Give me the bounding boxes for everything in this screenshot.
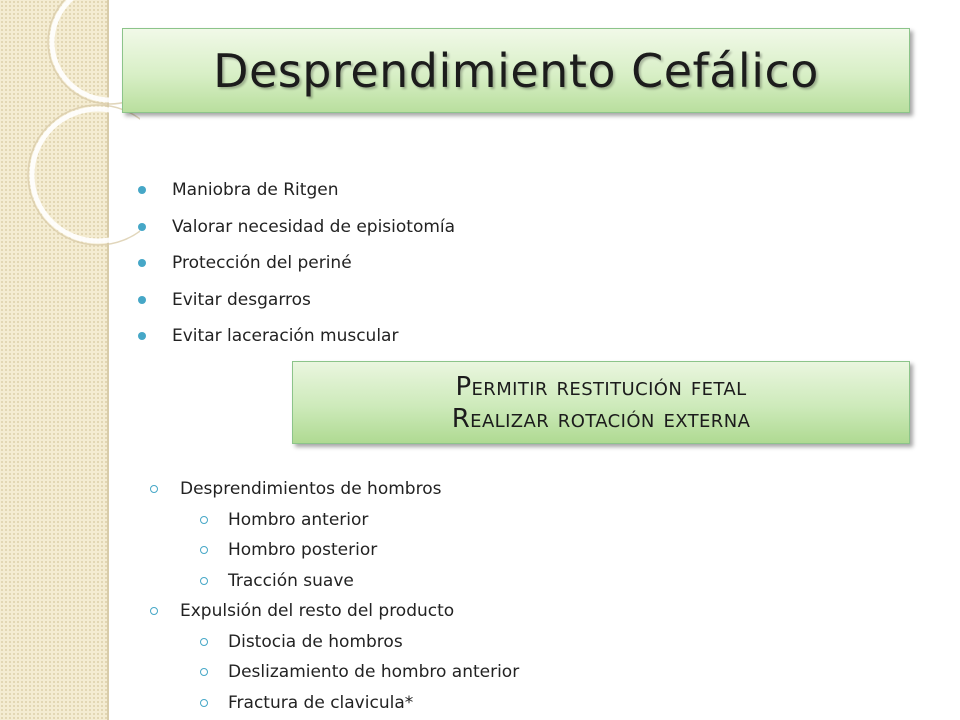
list-item: Maniobra de Ritgen: [138, 176, 455, 213]
list-item: Deslizamiento de hombro anterior: [148, 657, 519, 688]
title-box: [122, 28, 910, 113]
restitution-banner: [292, 361, 910, 444]
list-item: Fractura de clavicula*: [148, 688, 519, 719]
ring-bullet-icon: [150, 607, 158, 615]
bullet-list: [138, 176, 455, 359]
slide-title: Desprendimiento Cefálico: [213, 43, 819, 98]
ring-bullet-icon: [150, 485, 158, 493]
ring-bullet-icon: [200, 577, 208, 585]
bullet-dot-icon: [138, 296, 146, 304]
list-item: Tracción suave: [148, 566, 519, 597]
banner-line-2: Realizar rotación externa: [451, 403, 751, 434]
decorative-rings: [0, 0, 140, 330]
ring-bullet-icon: [200, 699, 208, 707]
ring-bullet-icon: [200, 638, 208, 646]
ring-bullet-icon: [200, 516, 208, 524]
bullet-dot-icon: [138, 186, 146, 194]
list-item: Expulsión del resto del producto: [148, 596, 519, 627]
list-item: Hombro posterior: [148, 535, 519, 566]
list-item: Desprendimientos de hombros: [148, 474, 519, 505]
bullet-dot-icon: [138, 259, 146, 267]
list-item: Valorar necesidad de episiotomía: [138, 213, 455, 250]
bullet-dot-icon: [138, 223, 146, 231]
ring-bullet-icon: [200, 668, 208, 676]
list-item: Evitar laceración muscular: [138, 322, 455, 359]
bullet-dot-icon: [138, 332, 146, 340]
list-item: Distocia de hombros: [148, 627, 519, 658]
sub-bullet-list: [148, 474, 519, 718]
list-item: Protección del periné: [138, 249, 455, 286]
list-item: Hombro anterior: [148, 505, 519, 536]
list-item: Evitar desgarros: [138, 286, 455, 323]
banner-line-1: Permitir restitución fetal: [455, 371, 747, 402]
ring-bullet-icon: [200, 546, 208, 554]
